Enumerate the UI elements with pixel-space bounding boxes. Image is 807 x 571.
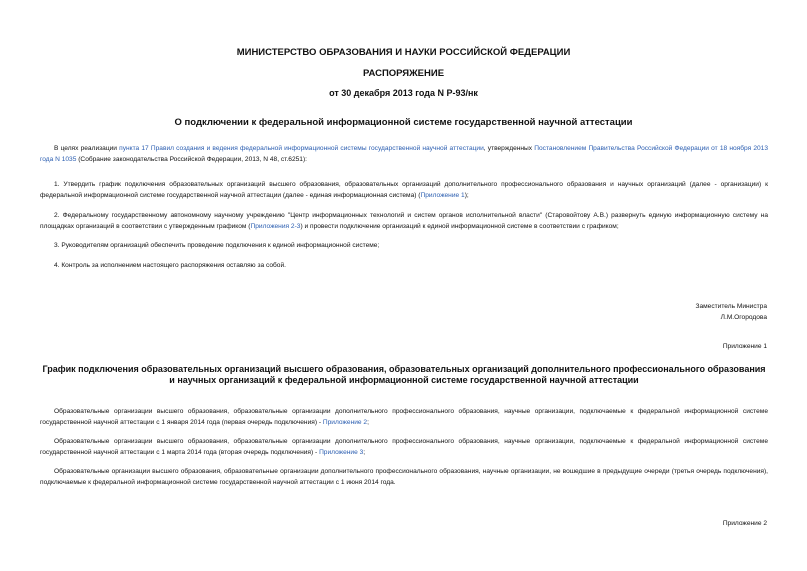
signer-position: Заместитель Министра (695, 303, 767, 310)
schedule-item-3: Образовательные организации высшего образования, образовательные организации дополнительного профессионального образования, научные организации, не вошедшие в предыдущие очереди (третья очередь подключения), подключаемые к федеральной информационной системе государственной научной аттестации с 1 июня 2014 года. (40, 468, 768, 486)
item-2-text: 2. Федеральному государственному автономному научному учреждению "Центр информационных технологий и систем органов исполнительной власти" (Старовойтову А.В.) развернуть единую информационную систему на площадках организаций в соответствии с утвержденным графиком ( (40, 212, 768, 230)
item-4: 4. Контроль за исполнением настоящего распоряжения оставляю за собой. (54, 262, 286, 269)
appendix-1-label: Приложение 1 (722, 343, 767, 350)
appendix-2-link[interactable]: Приложение 2 (322, 419, 368, 426)
appendix-1-link[interactable]: Приложение 1 (420, 192, 465, 199)
appendix-2-label: Приложение 2 (722, 520, 767, 527)
item-1 (40, 179, 768, 201)
schedule-item-1-text: Образовательные организации высшего образования, образовательные организации дополнительного профессионального образования, научные организации, подключаемые к федеральной информационной системе государственной научной аттестации с 1 января 2014 года (первая очередь подключения) - (40, 408, 768, 426)
item-1-end: ); (464, 192, 469, 199)
signer-name: Л.М.Огородова (720, 314, 767, 321)
schedule-item-1 (40, 406, 768, 428)
preamble-paragraph (40, 143, 768, 165)
decree-link[interactable]: Постановлением Правительства Российской Федерации от 18 ноября 2013 года N 1035 (40, 145, 769, 163)
document-title: О подключении к федеральной информационной системе государственной научной аттестации (174, 117, 633, 128)
item-3: 3. Руководителям организаций обеспечить проведение подключения к единой информационной системе; (54, 242, 380, 249)
preamble-text-1: В целях реализации (54, 145, 120, 152)
schedule-item-1-end: ; (367, 419, 369, 426)
schedule-title: График подключения образовательных организаций высшего образования, образовательных организаций дополнительного профессионального образования и научных организаций к федеральной информационной системе государственной научной аттестации (42, 364, 766, 385)
ministry-heading: МИНИСТЕРСТВО ОБРАЗОВАНИЯ И НАУКИ РОССИЙСКОЙ ФЕДЕРАЦИИ (236, 47, 571, 58)
item-1-text: 1. Утвердить график подключения образовательных организаций высшего образования, образовательных организаций дополнительного профессионального образования и научных организаций (далее - организации) к федеральной информационной системе государственной научной аттестации (далее - единая информационная система) ( (40, 181, 768, 199)
appendix-3-link[interactable]: Приложение 3 (319, 449, 364, 456)
schedule-item-2-text: Образовательные организации высшего образования, образовательные организации дополнительного профессионального образования, научные организации, подключаемые к федеральной информационной системе государственной научной аттестации с 1 марта 2014 года (вторая очередь подключения) - (40, 438, 768, 456)
item-2-end: ) и провести подключение организаций к единой информационной системе в соответствии с графиком; (300, 223, 619, 230)
date-number: от 30 декабря 2013 года N Р-93/нк (329, 88, 478, 98)
preamble-text-3: (Собрание законодательства Российской Федерации, 2013, N 48, ст.6251): (76, 156, 307, 163)
schedule-item-2-end: ; (363, 449, 366, 456)
rules-link[interactable]: пункта 17 Правил создания и ведения федеральной информационной системы государственной научной аттестации (119, 145, 484, 152)
appendices-2-3-link[interactable]: Приложения 2-3 (250, 223, 301, 230)
item-2 (40, 210, 768, 232)
preamble-text-2: , утвержденных (483, 145, 535, 152)
schedule-item-2 (40, 436, 768, 458)
document-type: РАСПОРЯЖЕНИЕ (362, 68, 445, 79)
